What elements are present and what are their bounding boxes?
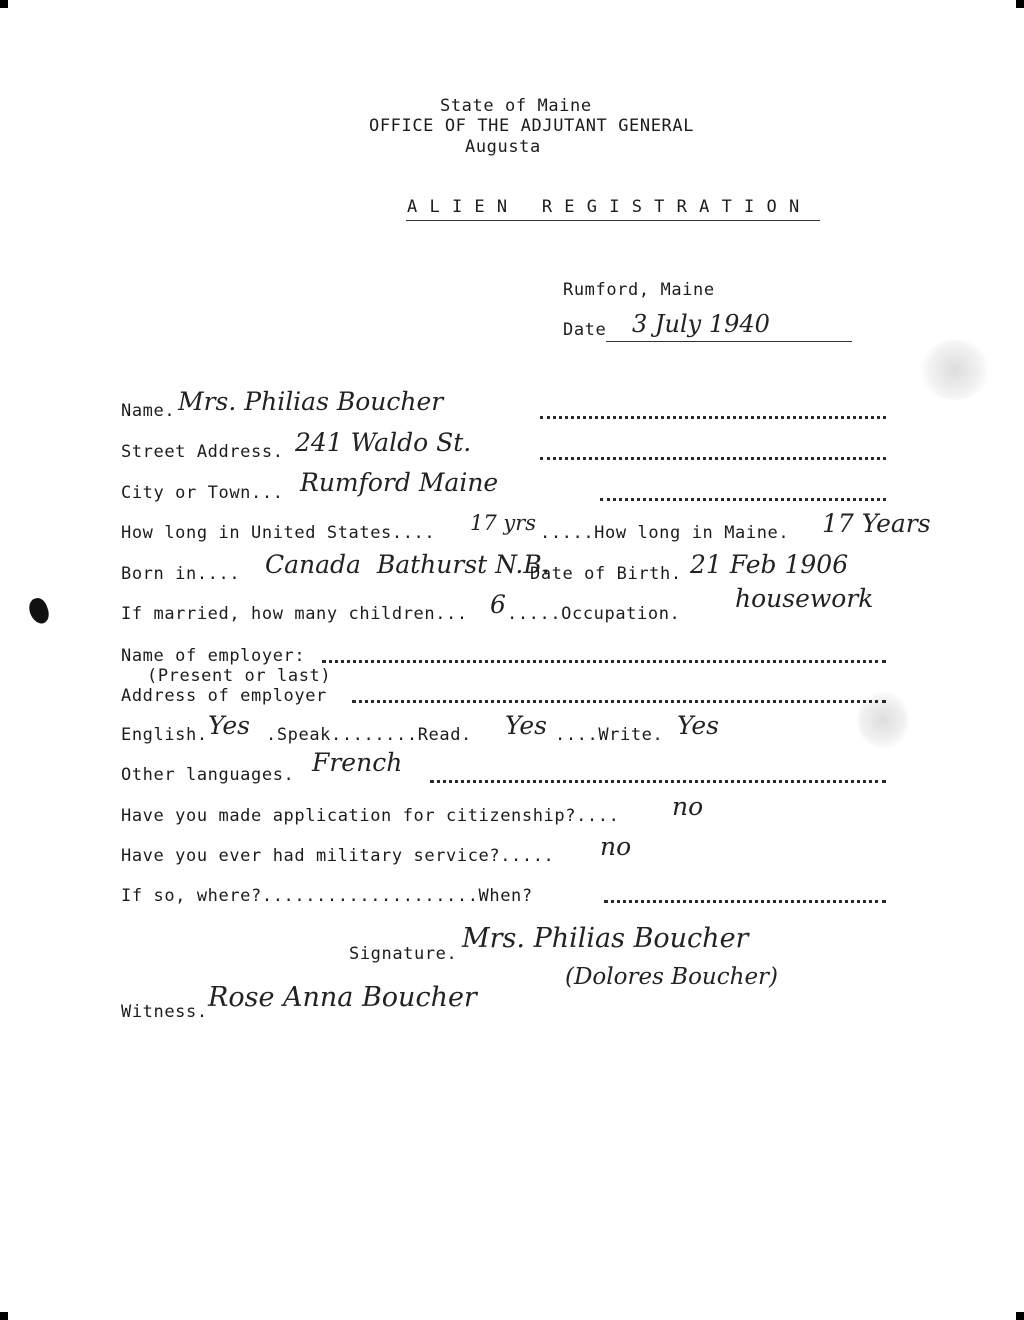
how-long-maine-label: .....How long in Maine.: [540, 523, 790, 543]
paper-smudge: [858, 690, 908, 750]
scan-corner-mark: [1016, 1312, 1024, 1320]
employer-dotted-line: [322, 660, 886, 663]
when-dotted-line: [604, 900, 886, 903]
dob-value: 21 Feb 1906: [690, 550, 849, 579]
header-office: OFFICE OF THE ADJUTANT GENERAL: [369, 116, 695, 136]
born-in-value: Canada Bathurst N.B.: [265, 550, 550, 579]
street-label: Street Address.: [121, 442, 284, 462]
paper-smudge: [920, 340, 990, 400]
citizenship-label: Have you made application for citizenship?....: [121, 806, 620, 826]
header-city: Augusta: [465, 137, 541, 157]
employer-label: Name of employer:: [121, 646, 306, 666]
how-long-maine-value: 17 Years: [822, 509, 931, 538]
english-value: Yes: [208, 711, 250, 740]
how-long-us-label: How long in United States....: [121, 523, 436, 543]
employer-address-dotted-line: [352, 700, 886, 703]
english-label: English.: [121, 725, 208, 745]
header-state: State of Maine: [440, 96, 592, 116]
dob-label: Date of Birth.: [530, 564, 682, 584]
street-dotted-line: [540, 457, 886, 460]
city-label: City or Town...: [121, 483, 284, 503]
occupation-label: .....Occupation.: [507, 604, 681, 624]
write-value: Yes: [677, 711, 719, 740]
military-label: Have you ever had military service?.....: [121, 846, 555, 866]
signature-label: Signature.: [349, 944, 458, 964]
signature-value: Mrs. Philias Boucher: [462, 923, 749, 954]
born-in-label: Born in....: [121, 564, 241, 584]
employer-note: (Present or last): [147, 666, 332, 686]
children-value: 6: [490, 590, 506, 619]
witness-label: Witness.: [121, 1002, 208, 1022]
name-value: Mrs. Philias Boucher: [178, 387, 444, 416]
military-value: no: [600, 832, 632, 861]
other-languages-dotted-line: [430, 780, 886, 783]
children-label: If married, how many children...: [121, 604, 468, 624]
write-label: ....Write.: [555, 725, 664, 745]
name-dotted-line: [540, 416, 886, 419]
how-long-us-value: 17 yrs: [470, 511, 537, 535]
where-when-label: If so, where?....................When?: [121, 886, 533, 906]
scan-corner-mark: [0, 0, 8, 8]
city-dotted-line: [600, 498, 886, 501]
date-label: Date: [563, 320, 607, 340]
place: Rumford, Maine: [563, 280, 715, 300]
other-languages-value: French: [312, 748, 403, 777]
date-underline: [606, 341, 852, 342]
date-value: 3 July 1940: [632, 310, 770, 338]
street-value: 241 Waldo St.: [295, 428, 472, 457]
read-value: Yes: [505, 711, 547, 740]
citizenship-value: no: [672, 792, 704, 821]
title-underline: [406, 220, 820, 221]
scan-corner-mark: [0, 1312, 8, 1320]
city-value: Rumford Maine: [300, 468, 499, 497]
employer-address-label: Address of employer: [121, 686, 327, 706]
occupation-value: housework: [735, 584, 874, 613]
ink-blot: [26, 596, 52, 627]
scan-corner-mark: [1016, 0, 1024, 8]
speak-read-label: .Speak........Read.: [266, 725, 472, 745]
witness-value: Rose Anna Boucher: [208, 982, 477, 1013]
name-label: Name.: [121, 401, 176, 421]
other-languages-label: Other languages.: [121, 765, 295, 785]
signature-note: (Dolores Boucher): [565, 964, 779, 990]
form-title: A L I E N R E G I S T R A T I O N: [407, 197, 801, 217]
